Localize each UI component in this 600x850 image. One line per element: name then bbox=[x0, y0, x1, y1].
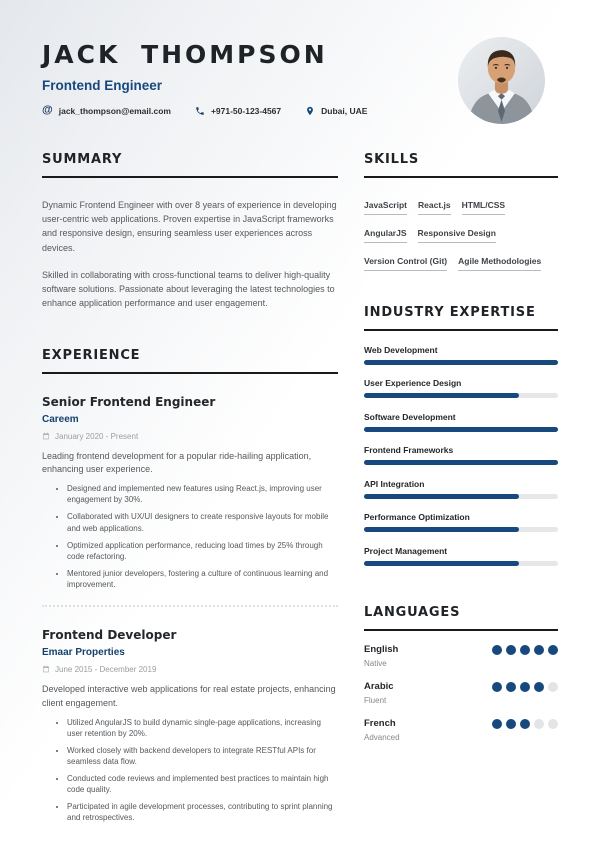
skill-item: React.js bbox=[418, 200, 451, 215]
progress-bar-fill bbox=[364, 460, 558, 465]
language-info bbox=[364, 644, 398, 668]
contact-email bbox=[42, 105, 171, 116]
industry-expertise-heading: INDUSTRY EXPERTISE bbox=[364, 305, 558, 331]
job-description: Leading frontend development for a popular ride-hailing application, enhancing user experience. bbox=[42, 450, 312, 475]
language-level: Advanced bbox=[364, 732, 400, 742]
at-icon: @ bbox=[42, 104, 53, 116]
language-dot-filled bbox=[492, 682, 502, 692]
progress-bar-fill bbox=[364, 561, 519, 566]
job-bullet: • Mentored junior developers, fostering a culture of continuous learning and improvement. bbox=[67, 568, 338, 590]
skill-item: AngularJS bbox=[364, 228, 407, 243]
location-pin-icon bbox=[305, 106, 315, 116]
language-dot-filled bbox=[492, 719, 502, 729]
language-name: English bbox=[364, 643, 399, 655]
expertise-label: Software Development bbox=[364, 411, 456, 422]
language-dot-empty bbox=[548, 682, 558, 692]
job-entry-emaar bbox=[42, 628, 338, 823]
profile-photo-illustration bbox=[458, 37, 545, 124]
language-dot-rating bbox=[492, 682, 558, 692]
expertise-item bbox=[364, 412, 558, 432]
progress-bar-fill bbox=[364, 494, 519, 499]
language-level: Native bbox=[364, 658, 387, 668]
job-date-row bbox=[42, 665, 338, 674]
job-company: Emaar Properties bbox=[42, 646, 125, 658]
summary-text bbox=[42, 198, 338, 311]
calendar-icon bbox=[42, 432, 50, 440]
progress-bar-fill bbox=[364, 527, 519, 532]
experience-heading: EXPERIENCE bbox=[42, 348, 338, 374]
summary-paragraph: Skilled in collaborating with cross-functional teams to deliver high-quality software solutions. Passionate about leveraging the latest technologies to enhance application performance and user engagement. bbox=[42, 269, 335, 309]
contact-email-text: jack_thompson@email.com bbox=[58, 105, 171, 116]
job-bullet: • Optimized application performance, reducing load times by 25% through code refactoring. bbox=[67, 540, 338, 562]
progress-bar-fill bbox=[364, 360, 558, 365]
job-bullet: • Collaborated with UX/UI designers to create responsive layouts for mobile and web applications. bbox=[67, 511, 338, 533]
language-dot-filled bbox=[506, 719, 516, 729]
language-name: French bbox=[364, 717, 396, 729]
progress-bar-track bbox=[364, 527, 558, 532]
language-dot-empty bbox=[548, 719, 558, 729]
languages-section bbox=[364, 605, 558, 742]
job-date-text: June 2015 - December 2019 bbox=[55, 664, 157, 674]
experience-section bbox=[42, 348, 338, 823]
contact-location-text: Dubai, UAE bbox=[321, 105, 368, 116]
progress-bar-track bbox=[364, 494, 558, 499]
language-info bbox=[364, 718, 400, 742]
expertise-item bbox=[364, 512, 558, 532]
language-dot-rating bbox=[492, 645, 558, 655]
calendar-icon bbox=[42, 665, 50, 673]
resume-header bbox=[0, 0, 600, 116]
language-dot-filled bbox=[548, 645, 558, 655]
job-bullet: • Conducted code reviews and implemented best practices to maintain high code quality. bbox=[67, 773, 338, 795]
expertise-item bbox=[364, 479, 558, 499]
expertise-label: Web Development bbox=[364, 344, 438, 355]
person-title: Frontend Engineer bbox=[42, 78, 163, 93]
summary-heading: SUMMARY bbox=[42, 152, 338, 178]
language-row bbox=[364, 681, 558, 705]
industry-expertise-section bbox=[364, 305, 558, 566]
job-bullet-list bbox=[42, 717, 338, 823]
job-date-text: January 2020 - Present bbox=[55, 431, 139, 441]
language-row bbox=[364, 644, 558, 668]
language-dot-filled bbox=[506, 682, 516, 692]
expertise-item bbox=[364, 546, 558, 566]
job-company: Careem bbox=[42, 413, 79, 425]
job-date-row bbox=[42, 432, 338, 441]
language-row bbox=[364, 718, 558, 742]
expertise-item bbox=[364, 378, 558, 398]
language-dot-rating bbox=[492, 719, 558, 729]
profile-photo bbox=[458, 37, 545, 124]
expertise-label: API Integration bbox=[364, 478, 425, 489]
expertise-label: User Experience Design bbox=[364, 378, 462, 388]
skill-item: Agile Methodologies bbox=[458, 256, 541, 271]
progress-bar-track bbox=[364, 393, 558, 398]
language-info bbox=[364, 681, 394, 705]
left-column bbox=[42, 152, 338, 823]
contact-location bbox=[305, 106, 367, 116]
progress-bar-track bbox=[364, 460, 558, 465]
job-title: Frontend Developer bbox=[42, 627, 177, 642]
summary-section bbox=[42, 152, 338, 311]
progress-bar-fill bbox=[364, 427, 558, 432]
job-bullet: • Utilized AngularJS to build dynamic single-page applications, increasing user retention by 20%. bbox=[67, 717, 338, 739]
skills-section bbox=[364, 152, 558, 271]
language-dot-filled bbox=[520, 645, 530, 655]
job-bullet: • Designed and implemented new features using React.js, improving user engagement by 30%. bbox=[67, 483, 338, 505]
skill-item: Version Control (Git) bbox=[364, 256, 447, 271]
language-level: Fluent bbox=[364, 695, 387, 705]
language-dot-filled bbox=[506, 645, 516, 655]
expertise-label: Performance Optimization bbox=[364, 512, 470, 522]
expertise-label: Frontend Frameworks bbox=[364, 445, 454, 455]
language-dot-filled bbox=[520, 682, 530, 692]
job-title: Senior Frontend Engineer bbox=[42, 394, 216, 409]
language-dot-empty bbox=[534, 719, 544, 729]
contact-phone-text: +971-50-123-4567 bbox=[210, 105, 282, 116]
contact-phone bbox=[195, 106, 281, 116]
progress-bar-fill bbox=[364, 393, 519, 398]
person-name: JACK THOMPSON bbox=[42, 40, 328, 69]
skill-item: Responsive Design bbox=[418, 228, 496, 243]
summary-paragraph: Dynamic Frontend Engineer with over 8 years of experience in developing user-centric web applications. Proven expertise in JavaScript frameworks and responsive design, ensuring seamless user experiences across devices. bbox=[42, 200, 337, 253]
language-name: Arabic bbox=[364, 680, 394, 692]
right-column bbox=[364, 152, 558, 823]
job-bullet: • Participated in agile development processes, contributing to sprint planning and retrospectives. bbox=[67, 801, 338, 823]
progress-bar-track bbox=[364, 427, 558, 432]
languages-heading: LANGUAGES bbox=[364, 605, 558, 631]
skill-item: JavaScript bbox=[364, 200, 407, 215]
phone-icon bbox=[195, 106, 205, 116]
expertise-item bbox=[364, 445, 558, 465]
language-dot-filled bbox=[534, 682, 544, 692]
progress-bar-track bbox=[364, 561, 558, 566]
skill-item: HTML/CSS bbox=[462, 200, 505, 215]
job-entry-careem bbox=[42, 395, 338, 590]
language-dot-filled bbox=[534, 645, 544, 655]
skills-list bbox=[364, 187, 558, 271]
skills-heading: SKILLS bbox=[364, 152, 558, 178]
language-dot-filled bbox=[492, 645, 502, 655]
progress-bar-track bbox=[364, 360, 558, 365]
job-bullet-list bbox=[42, 483, 338, 589]
expertise-item bbox=[364, 345, 558, 365]
job-divider bbox=[42, 605, 338, 607]
expertise-label: Project Management bbox=[364, 545, 448, 556]
main-content bbox=[0, 152, 600, 823]
job-bullet: • Worked closely with backend developers to integrate RESTful APIs for seamless data flow. bbox=[67, 745, 338, 767]
language-dot-filled bbox=[520, 719, 530, 729]
job-description: Developed interactive web applications for real estate projects, enhancing client engagement. bbox=[42, 683, 336, 708]
